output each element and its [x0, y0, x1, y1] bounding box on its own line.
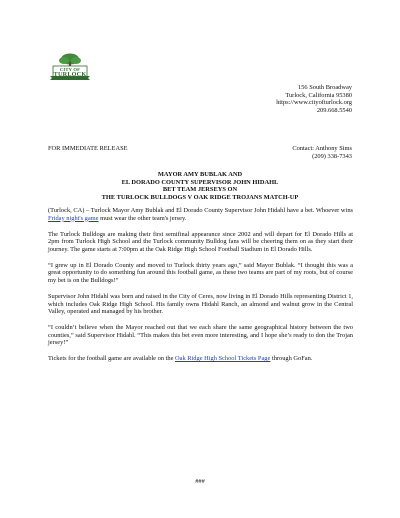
friday-game-link[interactable]: Friday night's game	[48, 214, 99, 222]
city-of-turlock-logo	[48, 52, 92, 84]
end-mark: ###	[195, 478, 205, 485]
logo-text-turlock: TURLOCK	[53, 71, 87, 78]
contact-block	[192, 145, 352, 160]
city-address-block	[172, 84, 352, 114]
address-website: https://www.cityofturlock.org	[276, 99, 352, 107]
headline-line-2: EL DORADO COUNTY SUPERVISOR JOHN HIDAHL	[121, 178, 279, 186]
paragraph-3: “I grew up in El Dorado County and moved to Turlock thirty years ago,” said Mayor Bublak. “I thought this was a great opportunity to do something fun around this football game, as these two teams are part of my roots, but of course my bet is on the Bulldogs!”	[48, 261, 353, 284]
paragraph-6-text-b: through GoFan.	[270, 355, 313, 363]
paragraph-5: “I couldn’t believe when the Mayor reached out that we each share the same geographical history between the two counties,” said Supervisor Hidahl. “This makes this bet even more interesting, and I hope she’s ready to don the Trojan jersey!”	[48, 324, 353, 347]
paragraph-1	[48, 207, 353, 222]
headline-line-4: THE TURLOCK BULLDOGS V OAK RIDGE TROJANS MATCH-UP	[101, 193, 299, 201]
paragraph-1-text-b: must wear the other team's jersey.	[98, 214, 187, 222]
headline-line-3: BET TEAM JERSEYS ON	[162, 186, 238, 194]
contact-name: Contact: Anthony Sims	[292, 145, 352, 152]
paragraph-1-text-a: (Turlock, CA) – Turlock Mayor Amy Bublak and El Dorado County Supervisor John Hidahl have a bet. Whoever wins	[48, 207, 353, 214]
address-phone: 209.668.5540	[316, 106, 352, 114]
paragraph-4: Supervisor John Hidahl was born and raised in the City of Ceres, now living in El Dorado Hills representing District 1, which includes Oak Ridge High School. His family owns Hidahl Ranch, an almond and walnut grow in the Central Valley, operated and managed by his brother.	[48, 292, 353, 316]
logo-text-city-of: CITY OF	[59, 67, 81, 72]
address-city: Turlock, California 95380	[285, 91, 352, 99]
article-body	[48, 207, 353, 371]
release-label: FOR IMMEDIATE RELEASE	[48, 145, 128, 152]
paragraph-6	[48, 355, 353, 363]
paragraph-2: The Turlock Bulldogs are making their first semifinal appearance since 2002 and will depart for El Dorado Hills at 2pm from Turlock High School and the Turlock community Bulldog fans will be cheering them on as they start their journey. The game starts at 7:00pm at the Oak Ridge High School Football Stadium in El Dorado Hills.	[48, 230, 353, 253]
paragraph-6-text-a: Tickets for the football game are available on the	[48, 355, 176, 363]
contact-phone: (209) 338-7343	[312, 152, 352, 160]
headline	[48, 171, 352, 201]
address-street: 156 South Broadway	[298, 84, 352, 91]
tickets-page-link[interactable]: Oak Ridge High School Tickets Page	[175, 355, 271, 363]
headline-line-1: MAYOR AMY BUBLAK AND	[157, 171, 243, 178]
